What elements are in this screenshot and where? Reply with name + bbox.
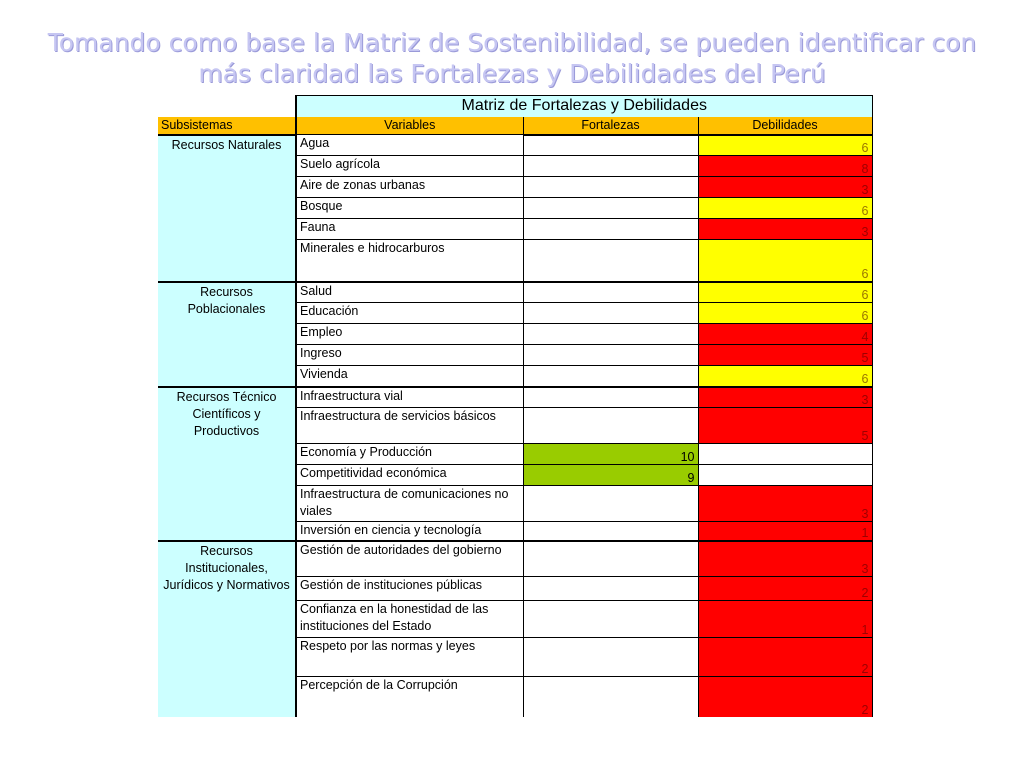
fortaleza-cell — [523, 677, 698, 717]
fortaleza-cell — [523, 198, 698, 219]
fortaleza-cell — [523, 219, 698, 240]
debilidad-cell: 3 — [698, 219, 872, 240]
subsystem-recursos-poblacionales: Recursos Poblacionales — [158, 282, 296, 387]
fortaleza-cell — [523, 541, 698, 577]
fortaleza-cell — [523, 282, 698, 303]
variable-cell: Ingreso — [296, 345, 523, 366]
subsystem-recursos-naturales: Recursos Naturales — [158, 135, 296, 282]
variable-cell: Fauna — [296, 219, 523, 240]
variable-cell: Respeto por las normas y leyes — [296, 638, 523, 677]
variable-cell: Bosque — [296, 198, 523, 219]
subsystem-recursos-tecnico-cientificos: Recursos Técnico Científicos y Productivos — [158, 387, 296, 541]
header-variables: Variables — [296, 117, 523, 135]
variable-cell: Percepción de la Corrupción — [296, 677, 523, 717]
slide-title: Tomando como base la Matriz de Sostenibilidad, se pueden identificar con más claridad las Fortalezas y Debilidades del Perú — [47, 28, 977, 88]
variable-cell: Suelo agrícola — [296, 156, 523, 177]
debilidad-cell: 6 — [698, 303, 872, 324]
debilidad-cell: 8 — [698, 156, 872, 177]
variable-cell: Economía y Producción — [296, 444, 523, 465]
fortaleza-cell — [523, 601, 698, 638]
variable-cell: Vivienda — [296, 366, 523, 387]
strengths-weaknesses-matrix — [158, 95, 873, 717]
variable-cell: Aire de zonas urbanas — [296, 177, 523, 198]
debilidad-cell: 1 — [698, 522, 872, 541]
header-fortalezas: Fortalezas — [523, 117, 698, 135]
debilidad-cell: 1 — [698, 601, 872, 638]
debilidad-cell: 6 — [698, 366, 872, 387]
debilidad-cell: 3 — [698, 541, 872, 577]
fortaleza-cell — [523, 177, 698, 198]
debilidad-cell: 5 — [698, 408, 872, 444]
debilidad-cell: 3 — [698, 486, 872, 522]
debilidad-cell: 2 — [698, 677, 872, 717]
fortaleza-cell — [523, 486, 698, 522]
fortaleza-cell — [523, 408, 698, 444]
variable-cell: Agua — [296, 135, 523, 156]
variable-cell: Competitividad económica — [296, 465, 523, 486]
fortaleza-cell — [523, 638, 698, 677]
variable-cell: Infraestructura de servicios básicos — [296, 408, 523, 444]
variable-cell: Salud — [296, 282, 523, 303]
debilidad-cell: 5 — [698, 345, 872, 366]
fortaleza-cell — [523, 156, 698, 177]
debilidad-cell: 3 — [698, 177, 872, 198]
debilidad-cell: 6 — [698, 198, 872, 219]
variable-cell: Infraestructura vial — [296, 387, 523, 408]
header-debilidades: Debilidades — [698, 117, 872, 135]
fortaleza-cell — [523, 366, 698, 387]
matrix-title: Matriz de Fortalezas y Debilidades — [296, 96, 872, 117]
variable-cell: Confianza en la honestidad de las instituciones del Estado — [296, 601, 523, 638]
fortaleza-cell — [523, 345, 698, 366]
debilidad-cell: 6 — [698, 135, 872, 156]
debilidad-cell: 2 — [698, 638, 872, 677]
variable-cell: Educación — [296, 303, 523, 324]
fortaleza-cell — [523, 303, 698, 324]
fortaleza-cell — [523, 387, 698, 408]
debilidad-cell: 2 — [698, 577, 872, 601]
debilidad-cell: 6 — [698, 282, 872, 303]
debilidad-cell: 4 — [698, 324, 872, 345]
subsystem-recursos-institucionales: Recursos Institucionales, Jurídicos y Normativos — [158, 541, 296, 717]
fortaleza-cell — [523, 240, 698, 282]
variable-cell: Infraestructura de comunicaciones no viales — [296, 486, 523, 522]
variable-cell: Minerales e hidrocarburos — [296, 240, 523, 282]
fortaleza-cell: 10 — [523, 444, 698, 465]
fortaleza-cell — [523, 324, 698, 345]
debilidad-cell — [698, 465, 872, 486]
variable-cell: Empleo — [296, 324, 523, 345]
fortaleza-cell — [523, 135, 698, 156]
debilidad-cell: 3 — [698, 387, 872, 408]
variable-cell: Inversión en ciencia y tecnología — [296, 522, 523, 541]
debilidad-cell: 6 — [698, 240, 872, 282]
debilidad-cell — [698, 444, 872, 465]
variable-cell: Gestión de autoridades del gobierno — [296, 541, 523, 577]
variable-cell: Gestión de instituciones públicas — [296, 577, 523, 601]
matrix-body — [158, 135, 872, 717]
empty-corner — [158, 96, 296, 117]
header-subsistemas: Subsistemas — [158, 117, 296, 135]
fortaleza-cell: 9 — [523, 465, 698, 486]
fortaleza-cell — [523, 522, 698, 541]
fortaleza-cell — [523, 577, 698, 601]
